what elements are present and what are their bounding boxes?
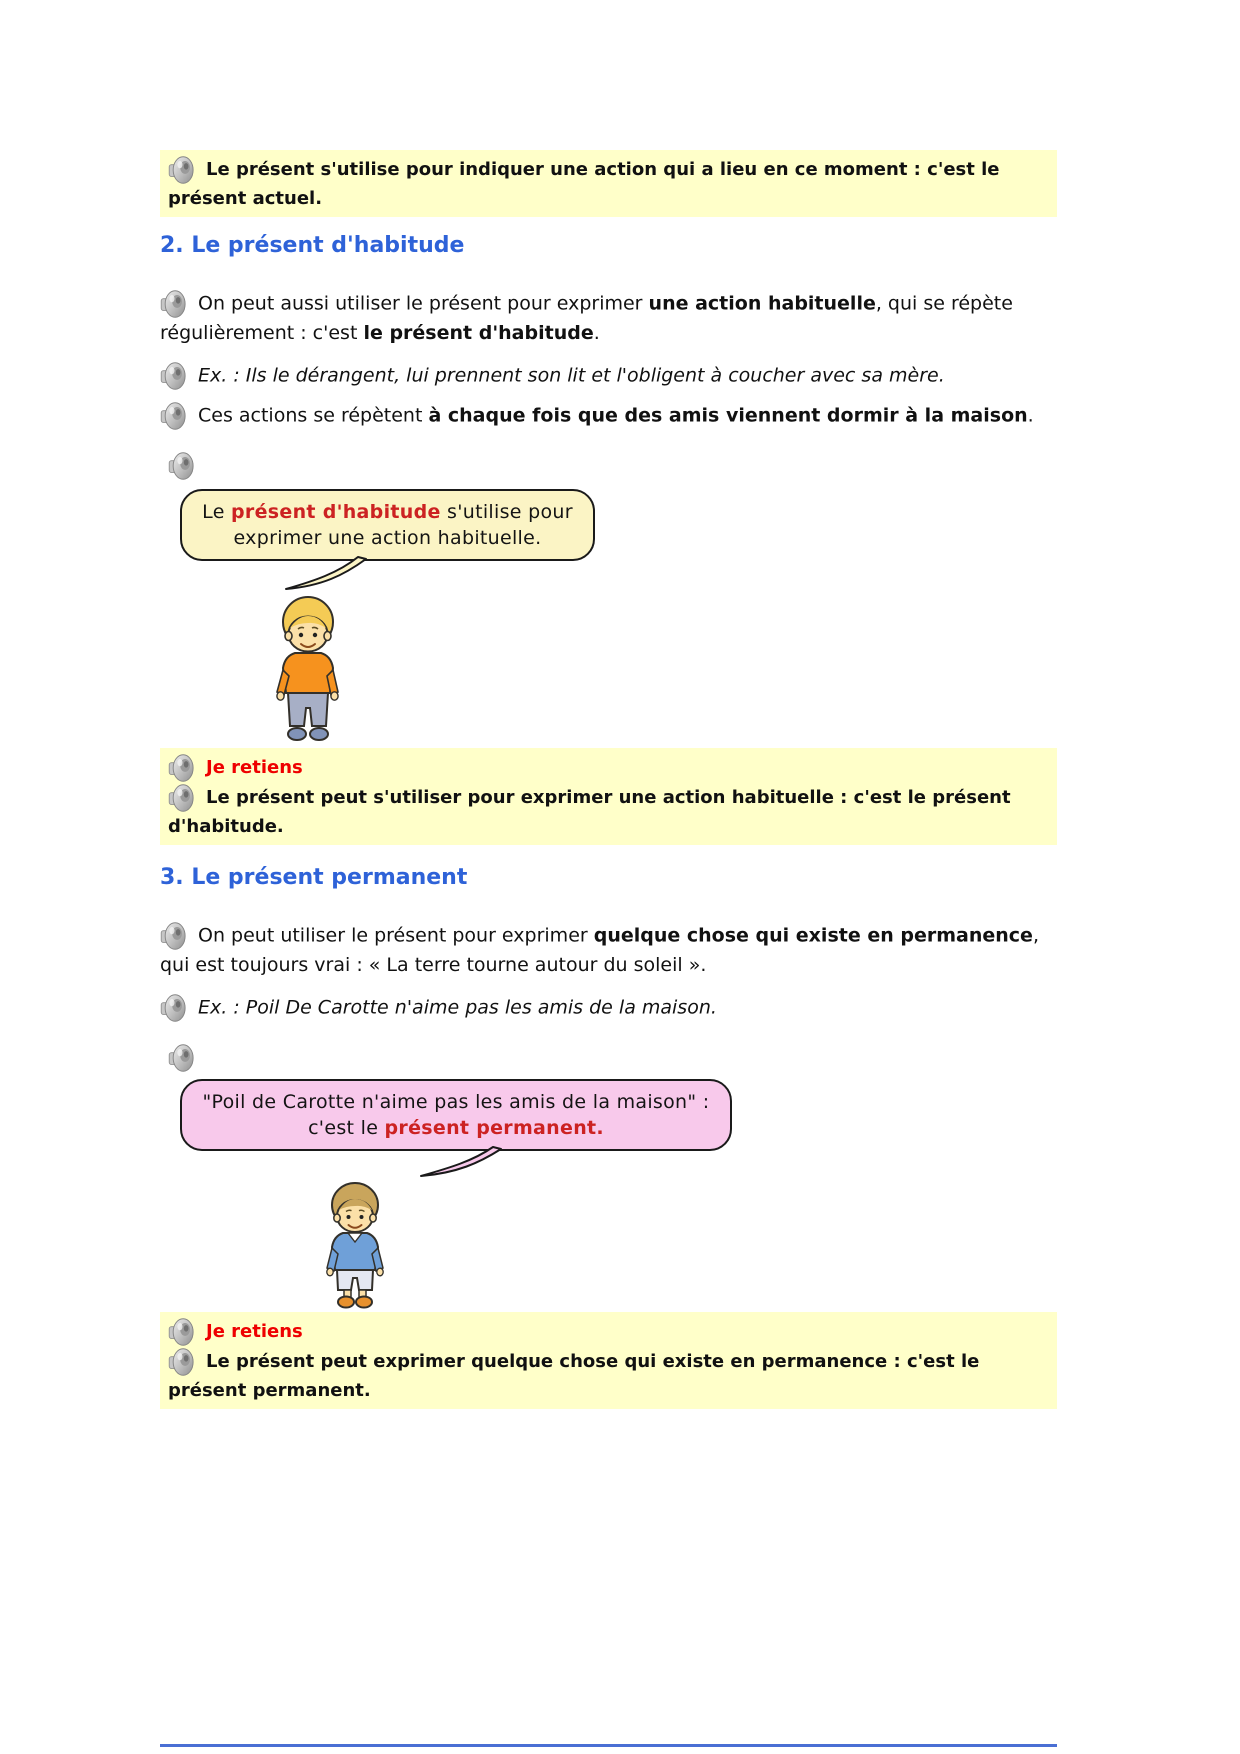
speech-bubble-permanent: [180, 1079, 732, 1151]
paragraph-habitude-1: [160, 289, 1057, 347]
speaker-icon[interactable]: [168, 753, 194, 783]
je-retiens-text: Le présent peut s'utiliser pour exprimer une action habituelle : c'est le présent d'habitude.: [168, 787, 1011, 837]
footer-rule: [160, 1744, 1057, 1747]
paragraph-habitude-3: [160, 401, 1057, 431]
paragraph-habitude-example: [160, 361, 1057, 391]
boy-blue-shirt-illustration: [315, 1182, 395, 1310]
section-2-heading: 2. Le présent d'habitude: [160, 233, 465, 258]
speaker-icon[interactable]: [168, 1347, 194, 1377]
je-retiens-label: Je retiens: [206, 757, 303, 778]
speaker-icon[interactable]: [168, 451, 194, 481]
speech-bubble-tail: [415, 1146, 507, 1188]
intro-text-line: [168, 155, 1049, 212]
speaker-icon[interactable]: [168, 155, 194, 185]
intro-text: Le présent s'utilise pour indiquer une action qui a lieu en ce moment : c'est le présent actuel.: [168, 159, 1000, 209]
speaker-icon[interactable]: [168, 1043, 194, 1073]
boy-orange-shirt-illustration: [265, 596, 351, 746]
speaker-icon[interactable]: [160, 401, 186, 431]
paragraph-text: Ces actions se répètent à chaque fois que des amis viennent dormir à la maison.: [198, 404, 1034, 427]
paragraph-text: Ex. : Ils le dérangent, lui prennent son lit et l'obligent à coucher avec sa mère.: [198, 364, 945, 387]
je-retiens-label-line: [168, 753, 1049, 783]
je-retiens-box: [160, 748, 1057, 845]
speaker-icon[interactable]: [168, 1317, 194, 1347]
paragraph-text: On peut utiliser le présent pour exprimer quelque chose qui existe en permanence, qui est toujours vrai : « La terre tourne autour du soleil ».: [160, 924, 1039, 976]
speaker-icon[interactable]: [168, 783, 194, 813]
je-retiens-label: Je retiens: [206, 1321, 303, 1342]
speaker-icon[interactable]: [160, 993, 186, 1023]
je-retiens-label-line: [168, 1317, 1049, 1347]
je-retiens-text-line: [168, 1347, 1049, 1404]
speaker-icon[interactable]: [160, 921, 186, 951]
je-retiens-box: [160, 1312, 1057, 1409]
speaker-icon[interactable]: [160, 289, 186, 319]
paragraph-permanent-example: [160, 993, 1057, 1023]
speech-bubble-habitude: [180, 489, 595, 561]
section-3-heading: 3. Le présent permanent: [160, 865, 468, 890]
speaker-icon[interactable]: [160, 361, 186, 391]
je-retiens-text-line: [168, 783, 1049, 840]
paragraph-text: Ex. : Poil De Carotte n'aime pas les amis de la maison.: [198, 996, 717, 1019]
paragraph-text: On peut aussi utiliser le présent pour exprimer une action habituelle, qui se répète régulièrement : c'est le présent d'habitude.: [160, 292, 1013, 344]
content-column: [160, 0, 1057, 1409]
intro-highlight-box: [160, 150, 1057, 217]
speech-bubble-text: "Poil de Carotte n'aime pas les amis de la maison" : c'est le présent permanent.: [202, 1091, 710, 1139]
je-retiens-text: Le présent peut exprimer quelque chose qui existe en permanence : c'est le présent permanent.: [168, 1351, 980, 1401]
speech-bubble-text: Le présent d'habitude s'utilise pour exprimer une action habituelle.: [202, 501, 573, 549]
paragraph-permanent-1: [160, 921, 1057, 979]
